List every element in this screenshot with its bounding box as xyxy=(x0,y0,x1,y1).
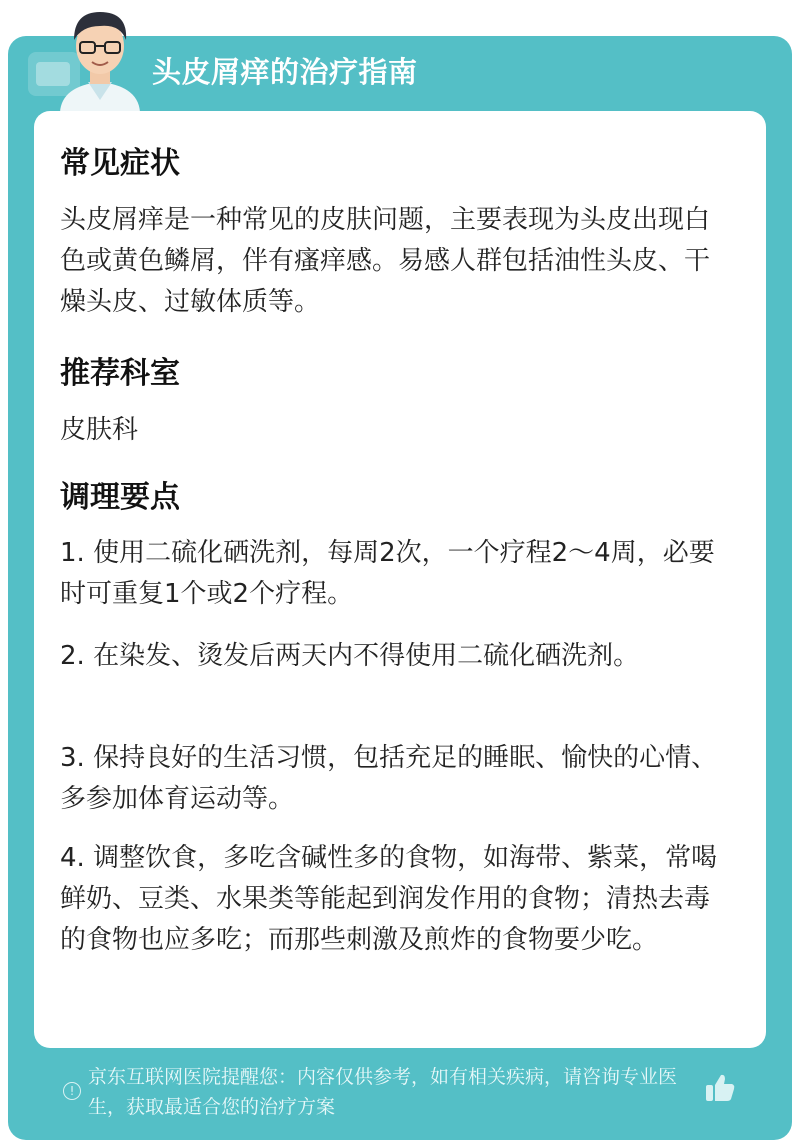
section-title-department: 推荐科室 xyxy=(60,356,180,391)
info-icon: ! xyxy=(63,1082,81,1100)
doctor-avatar xyxy=(40,0,160,112)
department-text: 皮肤科 xyxy=(60,415,139,445)
section-title-symptoms: 常见症状 xyxy=(60,146,180,181)
section-title-care: 调理要点 xyxy=(60,480,180,515)
thumbs-up-icon[interactable] xyxy=(702,1070,738,1106)
care-item-4: 4. 调整饮食，多吃含碱性多的食物，如海带、紫菜，常喝鲜奶、豆类、水果类等能起到润发作用的食物；清热去毒的食物也应多吃；而那些刺激及煎炸的食物要少吃。 xyxy=(60,843,718,955)
care-item-1: 1. 使用二硫化硒洗剂，每周2次，一个疗程2～4周，必要时可重复1个或2个疗程。 xyxy=(60,538,715,609)
page-title: 头皮屑痒的治疗指南 xyxy=(152,55,418,89)
care-item-3: 3. 保持良好的生活习惯，包括充足的睡眠、愉快的心情、多参加体育运动等。 xyxy=(60,743,718,814)
symptoms-text: 头皮屑痒是一种常见的皮肤问题，主要表现为头皮出现白色或黄色鳞屑，伴有瘙痒感。易感人群包括油性头皮、干燥头皮、过敏体质等。 xyxy=(60,205,711,317)
care-item-2: 2. 在染发、烫发后两天内不得使用二硫化硒洗剂。 xyxy=(60,641,640,671)
disclaimer-text: 京东互联网医院提醒您：内容仅供参考，如有相关疾病，请咨询专业医生，获取最适合您的治疗方案 xyxy=(88,1066,678,1118)
